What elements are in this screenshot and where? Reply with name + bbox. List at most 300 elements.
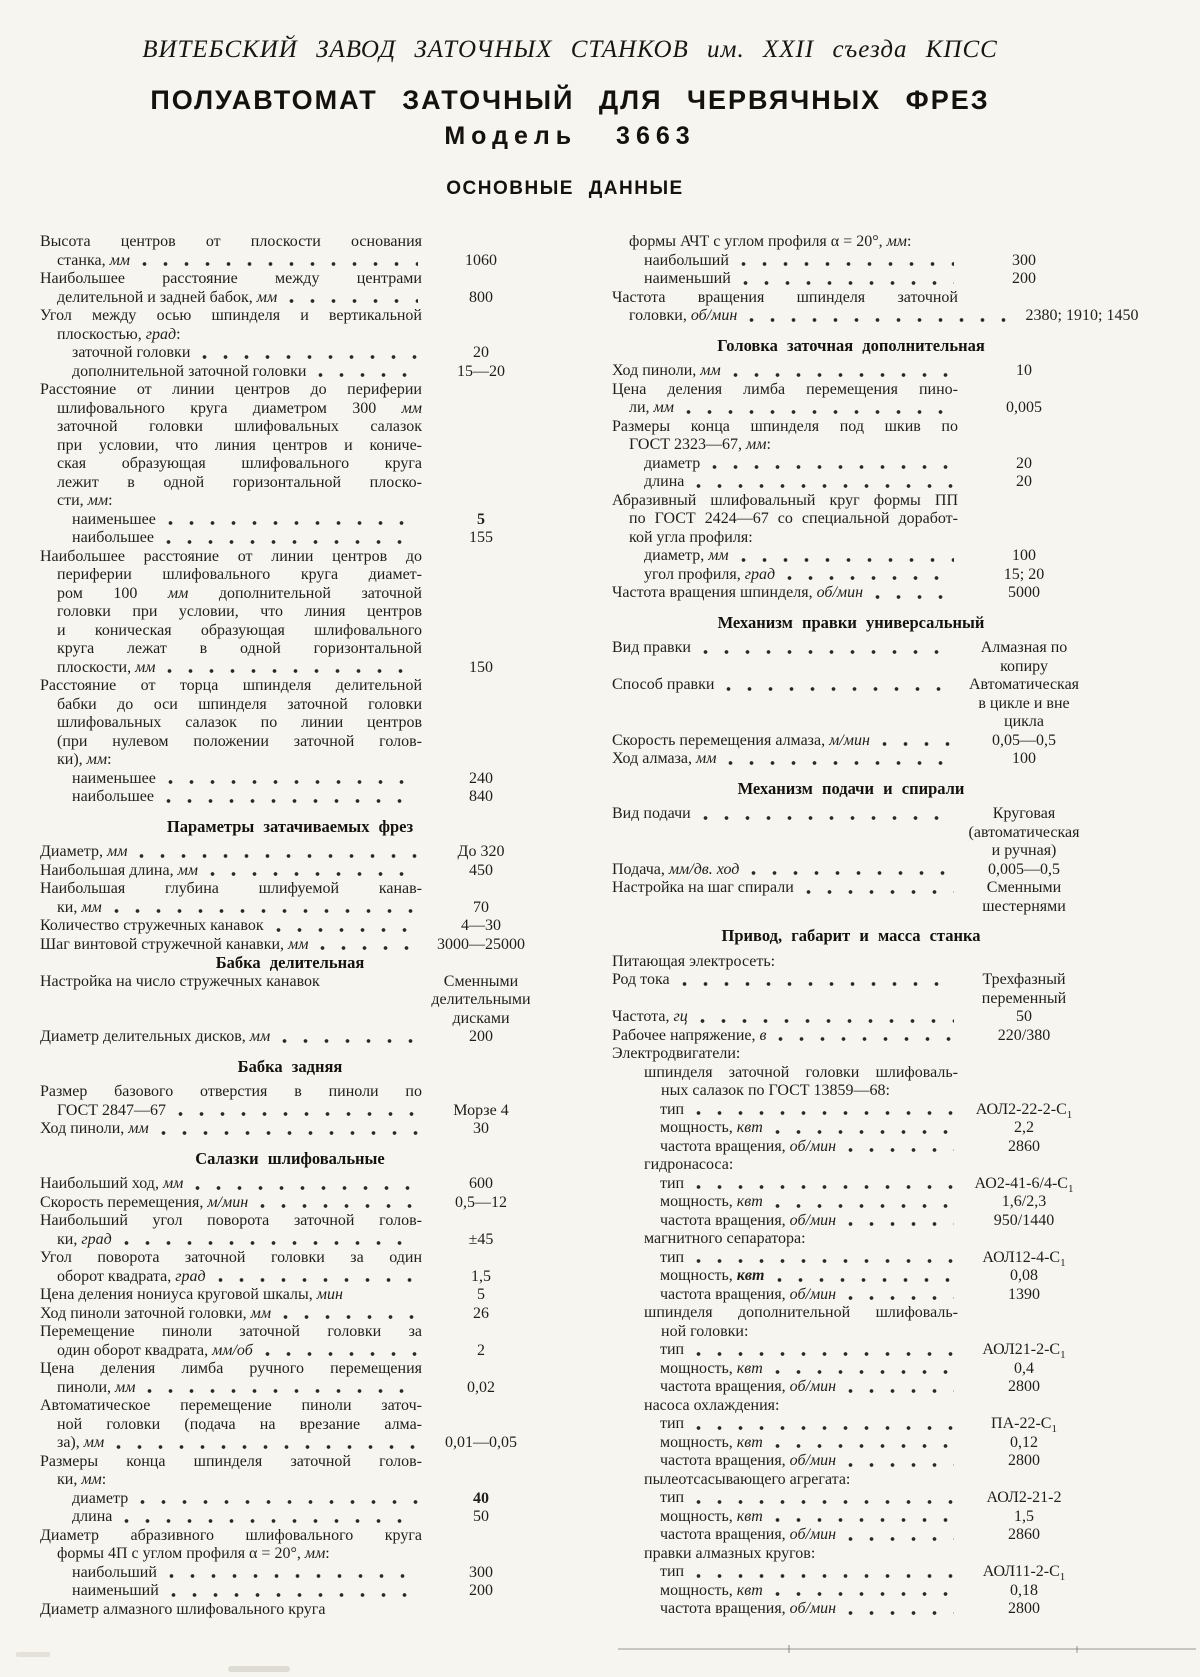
label-text: ки, мм: (57, 1471, 107, 1488)
spec-value: 5000 (1008, 584, 1040, 601)
label-line: головки при условии, что линия центров (57, 603, 422, 620)
label-value-line (612, 1489, 1090, 1508)
dot-leader (138, 261, 418, 267)
label-text: Настройка на шаг спирали (612, 879, 794, 896)
spec-value: 2800 (1008, 1452, 1040, 1469)
label-text: кой угла профиля: (629, 528, 753, 546)
right-column (612, 233, 1139, 1619)
dot-leader (162, 539, 418, 545)
label-value-line (612, 1360, 1090, 1379)
spec-value: До 320 (457, 843, 505, 860)
label-text: Подача, мм/дв. ход (612, 860, 740, 878)
spec-row (612, 547, 1090, 566)
spec-value: Автоматическая (968, 676, 1080, 693)
label-value-line (612, 953, 1090, 972)
spec-value: 1390 (1008, 1285, 1040, 1303)
spec-row (612, 1230, 1090, 1249)
spec-value: 1,5 (471, 1267, 491, 1285)
label-value-line (40, 1268, 540, 1287)
label-text: Частота вращения шпинделя, об/мин (612, 584, 864, 601)
label-text: станка, мм (57, 251, 131, 269)
dot-leader (844, 1388, 954, 1394)
label-line: и коническая образующая шлифовального (57, 621, 422, 639)
spec-value: 1060 (465, 251, 497, 269)
spec-value-line: дисками (452, 1009, 510, 1027)
spacer (351, 1296, 418, 1302)
label-value-line (612, 639, 1090, 658)
spec-row (40, 1601, 540, 1620)
label-line: Наибольшее расстояние от линии центров до (40, 547, 422, 565)
dot-leader (692, 483, 954, 489)
label-text: тип (660, 1248, 685, 1266)
section-heading: Бабка делительная (215, 953, 365, 972)
label-text: Рабочее напряжение, в (612, 1026, 767, 1044)
label-line: Угол поворота заточной головки за один (40, 1249, 422, 1266)
dot-leader (699, 649, 954, 655)
label-value-line (40, 289, 540, 308)
spec-value-line: в цикле и вне (978, 694, 1070, 712)
label-text: делительной и задней бабок, мм (57, 288, 278, 306)
label-value-line (40, 770, 540, 789)
spec-row (40, 381, 540, 511)
dot-leader (165, 1573, 418, 1579)
label-value-line (612, 1434, 1090, 1453)
label-text: Цена деления нониуса круговой шкалы, мин (40, 1286, 343, 1303)
spec-value: 100 (1012, 547, 1036, 564)
spec-value: ±45 (468, 1230, 494, 1248)
spec-value: Сменными (443, 972, 519, 990)
label-value-line (40, 1175, 540, 1194)
label-text: частота вращения, об/мин (660, 1211, 837, 1229)
spec-row (612, 473, 1090, 492)
label-text: Шаг винтовой стружечной канавки, мм (40, 935, 309, 953)
label-value-line (612, 1341, 1090, 1360)
spec-row (612, 1582, 1090, 1601)
label-text: ки), мм: (57, 751, 112, 768)
label-line: Наибольшее расстояние между центрами (40, 270, 422, 287)
label-value-line (40, 1102, 540, 1121)
spec-value: 0,05—0,5 (992, 731, 1056, 749)
spec-row (612, 1119, 1090, 1138)
spec-value: Круговая (992, 805, 1056, 822)
label-text: частота вращения, об/мин (660, 1526, 837, 1543)
spec-row (40, 1120, 540, 1139)
label-text: угол профиля, град (644, 565, 776, 583)
spec-row (40, 917, 540, 936)
dot-leader (678, 981, 954, 987)
label-text: наименьший (72, 1582, 159, 1599)
spec-row (612, 639, 1090, 676)
dot-leader (699, 815, 954, 821)
label-text: оборот квадрата, град (57, 1267, 206, 1285)
spec-value: Сменными (986, 879, 1062, 896)
spec-value: 300 (1012, 251, 1036, 269)
label-line: Автоматическое перемещение пиноли заточ- (40, 1397, 422, 1414)
label-line: Угол между осью шпинделя и вертикальной (40, 307, 422, 324)
spec-value: 2860 (1008, 1526, 1040, 1543)
dot-leader (682, 409, 954, 415)
label-text: ки, мм (57, 898, 102, 916)
spec-value: $ПА-22-С_1$ (991, 1415, 1057, 1436)
scan-artifact-line (618, 1648, 1196, 1650)
spec-value: 2 (477, 1341, 485, 1359)
spec-row (612, 1138, 1090, 1157)
spec-row (40, 1508, 540, 1527)
label-text: частота вращения, об/мин (660, 1600, 837, 1617)
spec-value: $АОЛ2-22-2-С_1$ (975, 1100, 1073, 1121)
spec-value-line: переменный (981, 989, 1067, 1007)
spec-value: 10 (1016, 362, 1032, 379)
label-value-line (40, 492, 540, 511)
label-text: длина (72, 1508, 113, 1525)
spec-row (40, 1323, 540, 1360)
spec-row (40, 1286, 540, 1305)
label-line: Высота центров от плоскости основания (40, 233, 422, 250)
spec-value: 30 (473, 1120, 489, 1137)
dot-leader (774, 1036, 954, 1042)
label-text: плоскостью, град: (57, 325, 181, 343)
label-value-line (40, 1379, 540, 1398)
spec-value-line: шестернями (982, 897, 1066, 915)
label-text: пиноли, мм (57, 1378, 136, 1396)
spec-row (40, 788, 540, 807)
label-text: наибольшее (72, 788, 154, 805)
label-text: тип (660, 1341, 685, 1358)
spec-value: 40 (473, 1489, 489, 1507)
label-value-line (612, 1508, 1090, 1527)
label-value-line (612, 1175, 1090, 1194)
label-text: Способ правки (612, 676, 715, 693)
spec-value: $АОЛ21-2-С_1$ (982, 1341, 1066, 1362)
label-text: гидронасоса: (644, 1156, 734, 1173)
label-value-line (612, 233, 1090, 252)
dot-leader (692, 1351, 954, 1357)
dot-leader (692, 1573, 954, 1579)
label-value-line (40, 1564, 540, 1583)
label-text: головки, об/мин (629, 307, 738, 324)
label-line: шпинделя заточной головки шлифоваль- (644, 1063, 958, 1081)
label-line: Абразивный шлифовальный круг формы ПП (612, 491, 958, 509)
spec-value: 20 (1016, 454, 1032, 472)
dot-leader (844, 1462, 954, 1468)
spec-row (612, 1212, 1090, 1231)
label-value-line (40, 936, 540, 955)
label-value-line (612, 307, 1139, 326)
spec-row (40, 770, 540, 789)
label-text: Скорость перемещения алмаза, м/мин (612, 731, 870, 749)
spec-row (40, 677, 540, 770)
dot-leader (692, 1425, 954, 1431)
spec-row (40, 344, 540, 363)
dot-leader (844, 1221, 954, 1227)
spec-value: 20 (1016, 473, 1032, 490)
spec-value: 70 (473, 898, 489, 916)
label-value-line (612, 1600, 1090, 1619)
label-value-line (612, 1471, 1090, 1490)
label-text: наименьшее (72, 769, 156, 787)
dot-leader (708, 464, 954, 470)
spec-row (612, 750, 1090, 769)
spec-row (40, 973, 540, 1029)
label-text: Скорость перемещения, м/мин (40, 1193, 249, 1211)
label-text: ГОСТ 2847—67 (57, 1101, 167, 1119)
label-text: Частота, гц (612, 1008, 688, 1025)
label-value-line (612, 1323, 1090, 1342)
label-value-line (612, 971, 1090, 990)
label-text: наибольший (72, 1563, 157, 1581)
label-text: Ход пиноли заточной головки, мм (40, 1304, 272, 1322)
label-text: частота вращения, об/мин (660, 1137, 837, 1155)
spec-row (40, 1490, 540, 1509)
label-value-line (612, 584, 1090, 603)
spec-value: 5 (477, 1286, 485, 1303)
label-value-line (40, 1028, 540, 1047)
spec-row (612, 233, 1090, 252)
spec-row (612, 1267, 1090, 1286)
label-text: тип (660, 1415, 685, 1432)
spec-row (40, 270, 540, 307)
spec-value: 2,2 (1014, 1119, 1034, 1136)
spec-value: 150 (469, 658, 493, 676)
spec-row (612, 566, 1090, 585)
spec-row (612, 1600, 1090, 1619)
spec-row (40, 880, 540, 917)
label-value-line (40, 1286, 540, 1305)
label-value-line (612, 879, 1090, 898)
label-value-line (612, 1101, 1090, 1120)
label-line: шпинделя дополнительной шлифоваль- (644, 1304, 958, 1321)
label-value-line (40, 1120, 540, 1139)
spec-value: АОЛ2-21-2 (986, 1489, 1062, 1506)
dot-leader (692, 1184, 954, 1190)
left-column (40, 233, 540, 1619)
spec-row (40, 862, 540, 881)
dot-leader (120, 1240, 418, 1246)
dot-leader (279, 1314, 418, 1320)
label-text: мощность, квт (660, 1193, 763, 1210)
label-value-line (612, 1526, 1090, 1545)
spec-value: Трехфазный (982, 971, 1066, 988)
label-value-line (40, 659, 540, 678)
spec-row (612, 1341, 1090, 1360)
spec-row (612, 676, 1090, 732)
factory-name: ВИТЕБСКИЙ ЗАВОД ЗАТОЧНЫХ СТАНКОВ им. XXII съезда КПСС (142, 36, 998, 63)
label-value-line (612, 547, 1090, 566)
label-value-line (40, 1434, 540, 1453)
label-text: Электродвигатели: (612, 1045, 741, 1062)
label-text: тип (660, 1100, 685, 1118)
spec-row (612, 1471, 1090, 1490)
label-value-line (612, 1008, 1090, 1027)
label-value-line (612, 566, 1090, 585)
label-line: Расстояние от торца шпинделя делительной (40, 677, 422, 694)
label-text: диаметр, мм (644, 547, 729, 564)
spec-row (612, 1489, 1090, 1508)
spec-value: 4—30 (461, 917, 501, 934)
label-text: Ход алмаза, мм (612, 750, 717, 767)
label-text: плоскости, мм (57, 658, 156, 676)
spec-row (612, 418, 1090, 455)
spec-value: 20 (473, 344, 489, 361)
label-text: Вид правки (612, 639, 691, 656)
label-value-line (612, 1582, 1090, 1601)
dot-leader (696, 1018, 954, 1024)
label-text: Род тока (612, 971, 670, 988)
label-value-line (612, 1545, 1090, 1564)
label-value-line (40, 1342, 540, 1361)
label-text: частота вращения, об/мин (660, 1285, 837, 1303)
spec-row (612, 1378, 1090, 1397)
dot-leader (206, 871, 418, 877)
dot-leader (844, 1536, 954, 1542)
dot-leader (316, 945, 418, 951)
spec-row (40, 363, 540, 382)
spec-value: 50 (1016, 1008, 1032, 1025)
spec-value-line: (автоматическая (968, 823, 1080, 841)
spec-value: 600 (469, 1175, 493, 1192)
label-text: Количество стружечных канавок (40, 917, 264, 934)
dot-leader (174, 1111, 418, 1117)
spec-row (40, 936, 540, 955)
label-line: бабки до оси шпинделя заточной головки (57, 695, 422, 713)
dot-leader (844, 1295, 954, 1301)
spec-row (612, 1249, 1090, 1268)
spec-row (40, 1249, 540, 1286)
spec-value-line: копиру (1000, 657, 1048, 675)
label-value-line (40, 751, 540, 770)
spec-row (612, 288, 1139, 326)
dot-leader (120, 1518, 418, 1524)
scan-artifact-smudge (16, 1652, 50, 1657)
label-text: ки, град (57, 1230, 112, 1248)
spec-value: 5 (477, 510, 485, 528)
spec-value: 220/380 (997, 1026, 1051, 1044)
label-text: мощность, квт (660, 1507, 763, 1525)
label-text: диаметр (72, 1489, 129, 1507)
dot-leader (164, 520, 418, 526)
spec-row (612, 1027, 1090, 1046)
spec-row (612, 1304, 1090, 1341)
label-value-line (40, 1194, 540, 1213)
label-line: Расстояние от линии центров до периферии (40, 381, 422, 398)
spec-value: 840 (469, 788, 493, 805)
label-text: Питающая электросеть: (612, 952, 776, 970)
spec-value: Морзе 4 (453, 1101, 509, 1119)
section-heading: Механизм правки универсальный (717, 612, 985, 632)
dot-leader (747, 870, 954, 876)
spec-value-line: делительными (431, 991, 531, 1008)
dot-leader (692, 1110, 954, 1116)
spec-row (612, 584, 1090, 603)
spec-value: 300 (469, 1563, 493, 1581)
label-line: ной головки (подача на врезание алма- (57, 1415, 422, 1433)
spec-value: 15; 20 (1003, 565, 1045, 583)
spec-value: $АО2-41-6/4-С_1$ (974, 1174, 1074, 1195)
label-text: Ход пиноли, мм (40, 1120, 149, 1137)
spec-row (612, 455, 1090, 474)
label-value-line (40, 252, 540, 271)
spec-row (612, 1064, 1090, 1101)
section-heading: Салазки шлифовальные (195, 1148, 385, 1168)
dot-leader (135, 853, 418, 859)
label-text: пылеотсасывающего агрегата: (644, 1470, 851, 1488)
label-value-line (40, 973, 540, 992)
spec-value: 26 (473, 1304, 489, 1322)
label-text: тип (660, 1563, 685, 1580)
spec-row (612, 732, 1090, 751)
spec-value: 200 (469, 1028, 493, 1045)
spec-row (612, 1415, 1090, 1434)
spec-row (612, 1508, 1090, 1527)
spec-row (612, 1175, 1090, 1194)
spec-row (40, 548, 540, 678)
label-text: магнитного сепаратора: (644, 1230, 806, 1247)
dot-leader (162, 798, 418, 804)
dot-leader (163, 668, 418, 674)
label-text: Диаметр делительных дисков, мм (40, 1028, 271, 1045)
label-value-line (612, 1045, 1090, 1064)
label-line: Частота вращения шпинделя заточной (612, 288, 958, 306)
spec-row (612, 1545, 1090, 1564)
dot-leader (773, 1277, 955, 1283)
dot-leader (256, 1203, 418, 1209)
label-value-line (40, 344, 540, 363)
label-value-line (612, 1230, 1090, 1249)
spec-row (612, 1156, 1090, 1175)
label-text: диаметр (644, 454, 701, 472)
label-value-line (612, 1249, 1090, 1268)
dot-leader (272, 927, 418, 933)
spec-row (612, 492, 1090, 548)
label-text: ных салазок по ГОСТ 13859—68: (661, 1082, 890, 1099)
label-value-line (40, 326, 540, 345)
dot-leader (724, 760, 954, 766)
label-value-line (612, 732, 1090, 751)
label-line: Цена деления лимба ручного перемещения (40, 1360, 422, 1377)
label-value-line (612, 436, 1090, 455)
dot-leader (771, 1203, 954, 1209)
label-line: Перемещение пиноли заточной головки за (40, 1323, 422, 1340)
dot-leader (278, 1038, 418, 1044)
label-value-line (612, 362, 1090, 381)
spec-value: 200 (1012, 270, 1036, 287)
spec-row (612, 1360, 1090, 1379)
dot-leader (844, 1610, 954, 1616)
label-text: тип (660, 1489, 685, 1506)
label-text: Ход пиноли, мм (612, 362, 721, 379)
spec-value: 0,005—0,5 (988, 860, 1060, 878)
spec-row (612, 971, 1090, 1008)
main-section-heading: ОСНОВНЫЕ ДАННЫЕ (446, 178, 684, 199)
label-line: (при нулевом положении заточной голов- (57, 732, 422, 750)
spec-row (612, 381, 1090, 418)
label-value-line (612, 1563, 1090, 1582)
dot-leader (737, 557, 954, 563)
label-line: Наибольший угол поворота заточной голов- (40, 1212, 422, 1229)
dot-leader (314, 372, 418, 378)
label-value-line (612, 1138, 1090, 1157)
label-text: наибольшее (72, 529, 154, 546)
spec-row (612, 1526, 1090, 1545)
label-text: формы 4П с углом профиля α = 20°, мм: (57, 1545, 330, 1562)
dot-leader (771, 1443, 954, 1449)
machine-title: ПОЛУАВТОМАТ ЗАТОЧНЫЙ ДЛЯ ЧЕРВЯЧНЫХ ФРЕЗ (150, 85, 990, 115)
label-text: ной головки: (661, 1322, 749, 1340)
spec-row (40, 511, 540, 530)
label-line: ром 100 мм дополнительной заточной (57, 584, 422, 602)
spec-value: 2800 (1008, 1600, 1040, 1617)
label-value-line (40, 1471, 540, 1490)
